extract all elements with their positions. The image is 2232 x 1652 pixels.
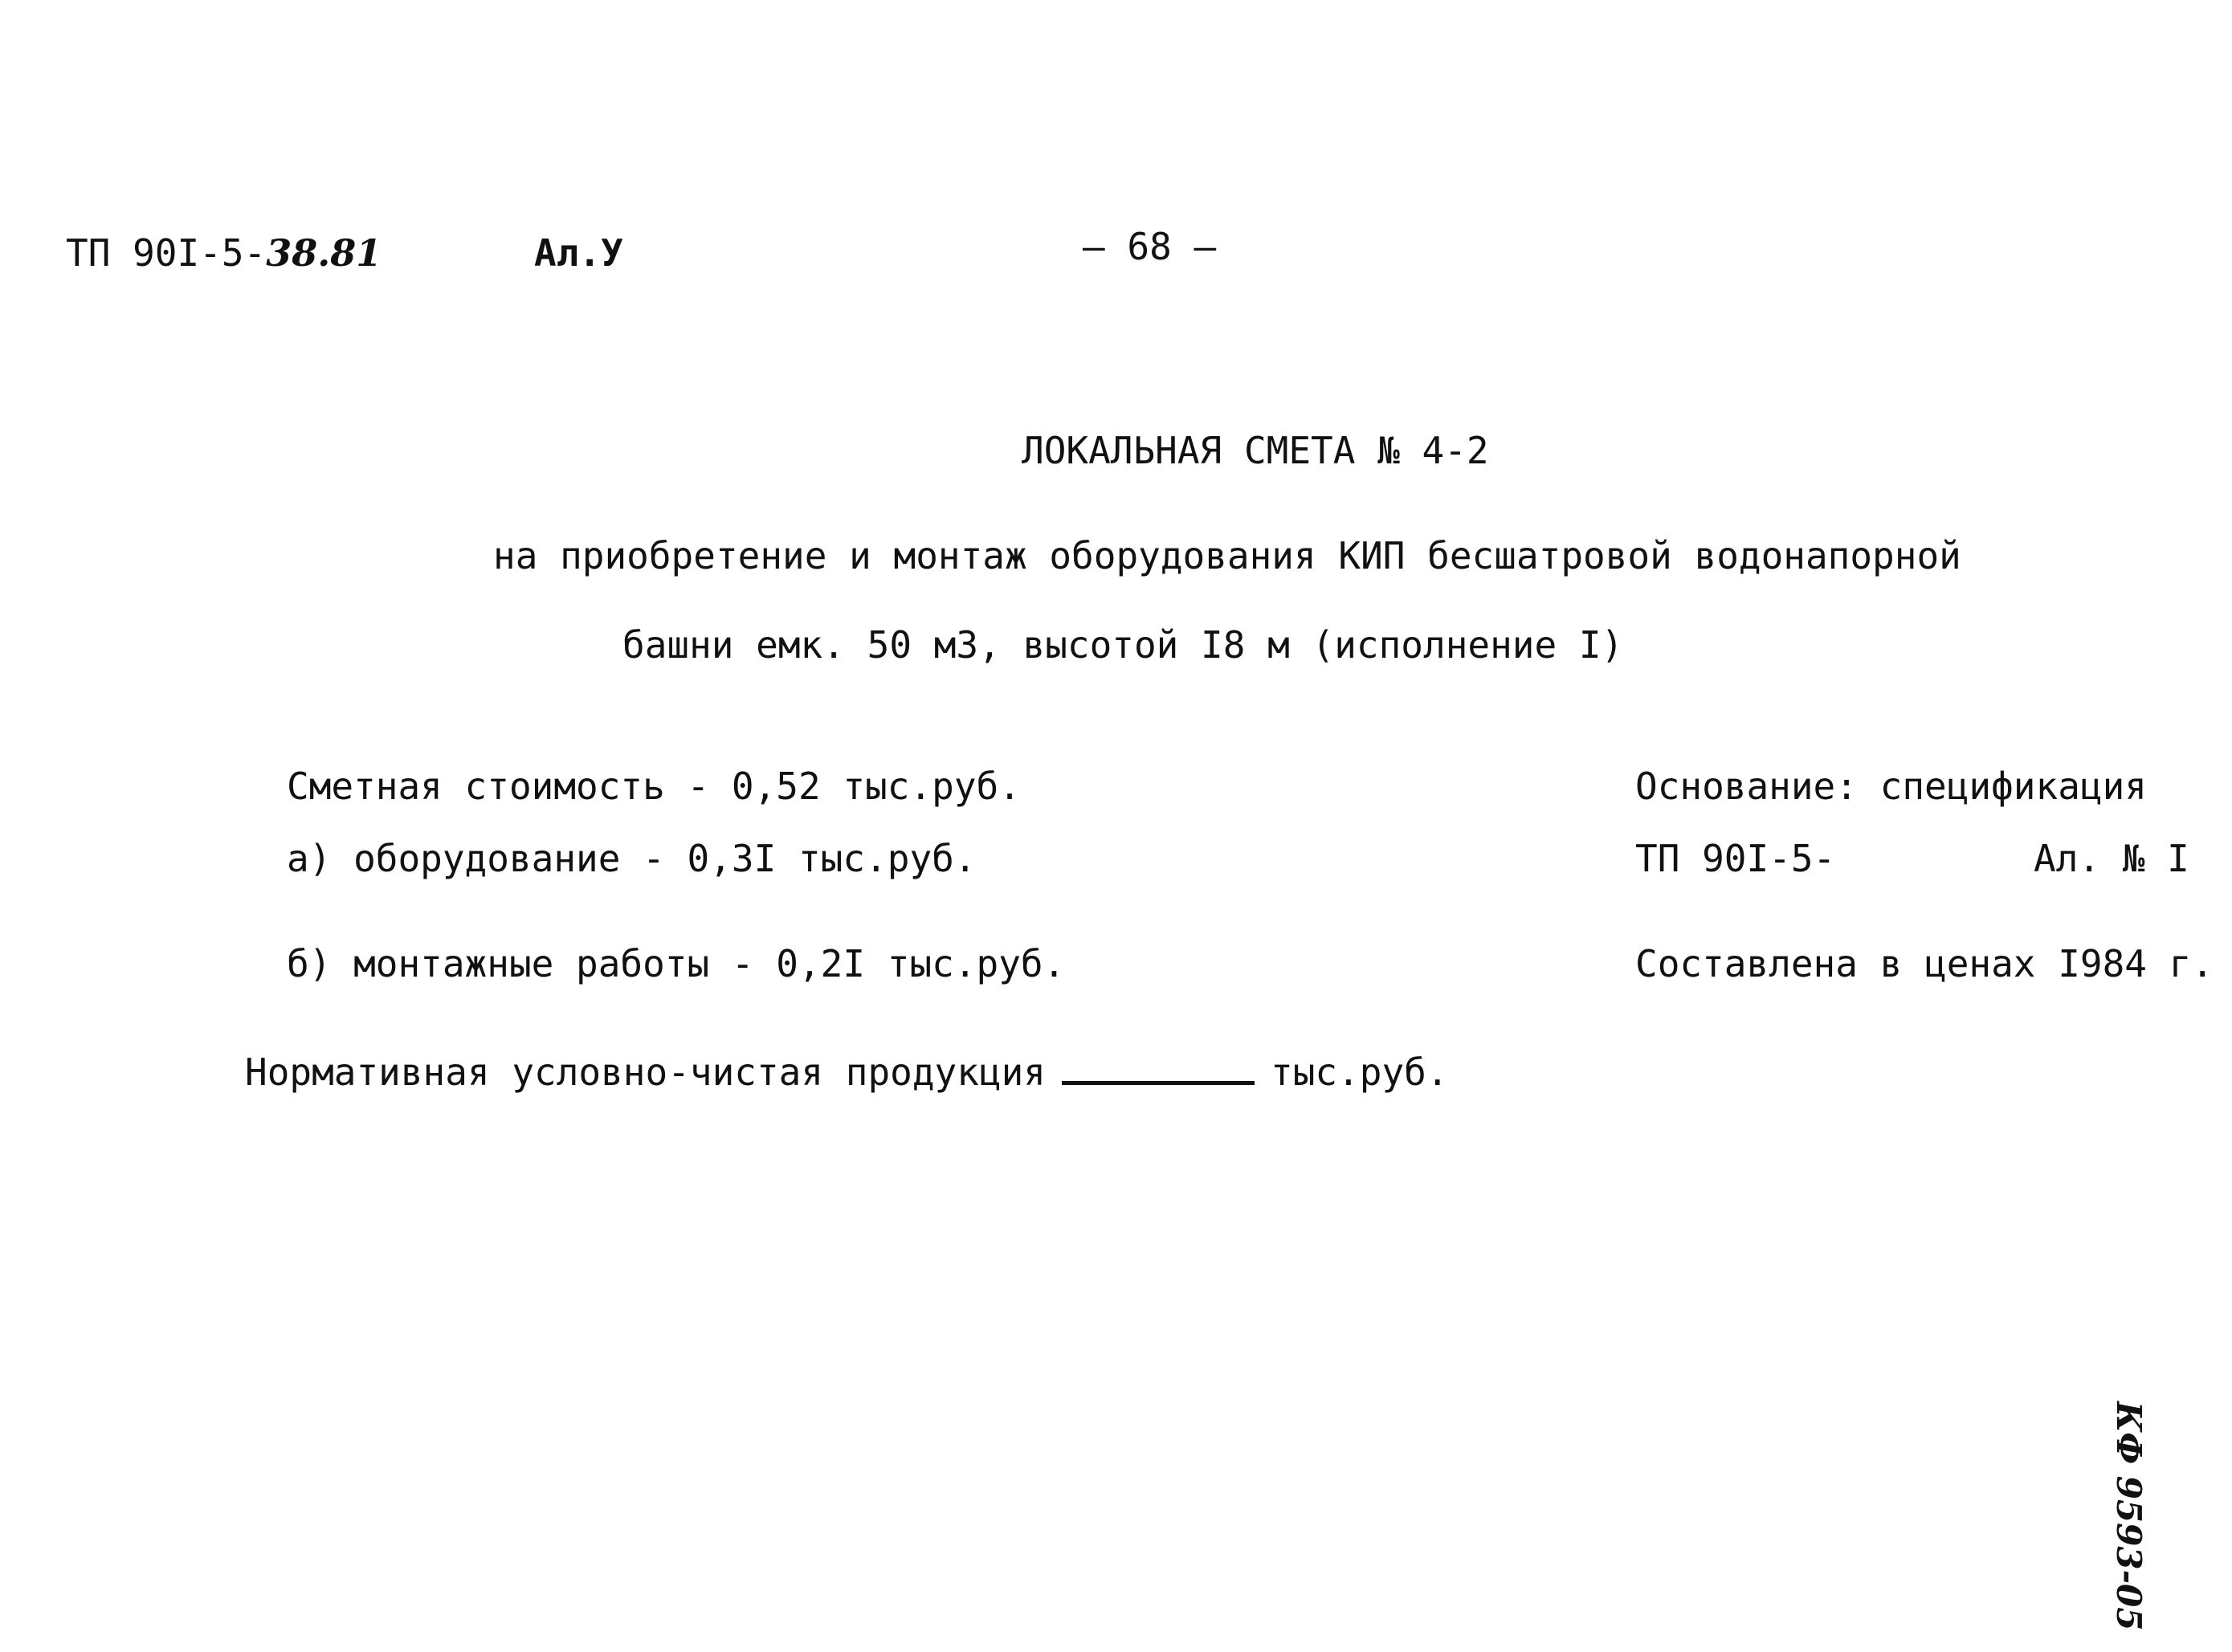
- doc-code: [66, 231, 382, 275]
- normative-unit: тыс.руб.: [1271, 1050, 1449, 1094]
- doc-code-typed: ТП 90I-5-: [66, 231, 267, 275]
- normative-label: Нормативная условно-чистая продукция: [245, 1050, 1046, 1094]
- album-label: Ал.У: [534, 231, 623, 275]
- page-title: ЛОКАЛЬНАЯ СМЕТА № 4-2: [1022, 429, 1489, 472]
- subtitle-line-1: на приобретение и монтаж оборудования КИП бесшатровой водонапорной: [493, 534, 1961, 577]
- cost-total: Сметная стоимость - 0,52 тыс.руб.: [287, 765, 1021, 808]
- archive-stamp: КФ 9593-05: [2109, 1401, 2148, 1631]
- dash-left: –: [1083, 225, 1128, 268]
- basis-code: ТП 90I-5-: [1635, 837, 1836, 880]
- subtitle-line-2: башни емк. 50 м3, высотой I8 м (исполнение I): [622, 623, 1624, 667]
- page-number-value: 68: [1127, 225, 1172, 268]
- normative-blank: [1062, 1050, 1255, 1085]
- doc-code-handwritten: 38.81: [266, 231, 382, 275]
- page-number: [1083, 225, 1217, 268]
- normative-line: [245, 1050, 1449, 1094]
- basis-album: Ал. № I: [2034, 837, 2189, 880]
- basis-prices: Составлена в ценах I984 г.: [1635, 942, 2214, 985]
- basis-line-1: Основание: спецификация: [1635, 765, 2147, 808]
- dash-right: –: [1171, 225, 1217, 268]
- cost-equipment: а) оборудование - 0,3I тыс.руб.: [287, 837, 977, 880]
- cost-installation: б) монтажные работы - 0,2I тыс.руб.: [287, 942, 1066, 985]
